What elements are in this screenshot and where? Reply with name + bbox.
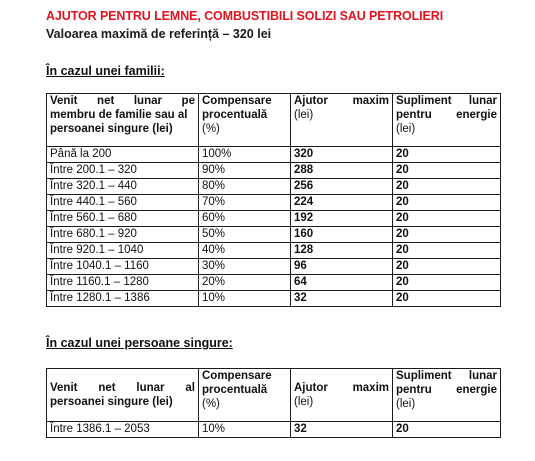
percent-cell: 10%	[199, 422, 291, 438]
table-row	[47, 259, 501, 275]
header-max-line1: Ajutor maxim	[294, 95, 389, 107]
max-cell: 96	[291, 259, 393, 275]
header-max: Ajutor maxim (lei)	[291, 94, 393, 147]
header-max-line1: Ajutor maxim	[294, 382, 389, 394]
header-percent: Compensare procentuală (%)	[199, 94, 291, 147]
supplement-cell: 20	[393, 195, 501, 211]
family-section-heading: În cazul unei familii:	[46, 64, 165, 78]
percent-cell: 90%	[199, 163, 291, 179]
supplement-cell: 20	[393, 291, 501, 307]
header-supplement-line2: pentru energie	[396, 109, 497, 121]
percent-cell: 100%	[199, 147, 291, 163]
header-supplement-line2: pentru energie	[396, 384, 497, 396]
income-cell: Între 1386.1 – 2053	[47, 422, 199, 438]
supplement-cell: 20	[393, 259, 501, 275]
percent-cell: 30%	[199, 259, 291, 275]
income-cell: Între 200.1 – 320	[47, 163, 199, 179]
header-supplement-line1: Supliment lunar	[396, 95, 497, 107]
supplement-cell: 20	[393, 147, 501, 163]
supplement-cell: 20	[393, 243, 501, 259]
percent-cell: 50%	[199, 227, 291, 243]
max-cell: 32	[291, 291, 393, 307]
table-row	[47, 179, 501, 195]
max-cell: 256	[291, 179, 393, 195]
header-percent: Compensare procentuală (%)	[199, 369, 291, 422]
document-subtitle: Valoarea maximă de referință – 320 lei	[46, 27, 272, 41]
supplement-cell: 20	[393, 227, 501, 243]
header-supplement: Supliment lunar pentru energie (lei)	[393, 94, 501, 147]
percent-cell: 10%	[199, 291, 291, 307]
single-section-heading: În cazul unei persoane singure:	[46, 336, 233, 350]
supplement-cell: 20	[393, 275, 501, 291]
income-cell: Între 920.1 – 1040	[47, 243, 199, 259]
table-row	[47, 275, 501, 291]
percent-cell: 40%	[199, 243, 291, 259]
max-cell: 128	[291, 243, 393, 259]
table-row	[47, 227, 501, 243]
max-cell: 160	[291, 227, 393, 243]
table-row	[47, 243, 501, 259]
percent-cell: 60%	[199, 211, 291, 227]
table-row	[47, 422, 501, 438]
header-max: Ajutor maxim (lei)	[291, 369, 393, 422]
max-cell: 288	[291, 163, 393, 179]
income-cell: Până la 200	[47, 147, 199, 163]
percent-cell: 70%	[199, 195, 291, 211]
income-cell: Între 560.1 – 680	[47, 211, 199, 227]
supplement-cell: 20	[393, 211, 501, 227]
max-cell: 64	[291, 275, 393, 291]
header-income-line1: Venit net lunar al	[50, 382, 195, 394]
single-person-table	[46, 368, 501, 438]
table-row	[47, 291, 501, 307]
document-title: AJUTOR PENTRU LEMNE, COMBUSTIBILI SOLIZI SAU PETROLIERI	[46, 9, 444, 23]
income-cell: Între 440.1 – 560	[47, 195, 199, 211]
single-table-header-row	[47, 369, 501, 422]
table-row	[47, 211, 501, 227]
header-income-line1: Venit net lunar pe	[50, 95, 195, 107]
max-cell: 192	[291, 211, 393, 227]
header-supplement: Supliment lunar pentru energie (lei)	[393, 369, 501, 422]
table-row	[47, 147, 501, 163]
family-table	[46, 93, 501, 307]
income-cell: Între 320.1 – 440	[47, 179, 199, 195]
header-income: Venit net lunar pe membru de familie sau al persoanei singure (lei)	[47, 94, 199, 147]
percent-cell: 80%	[199, 179, 291, 195]
income-cell: Între 1040.1 – 1160	[47, 259, 199, 275]
income-cell: Între 1280.1 – 1386	[47, 291, 199, 307]
percent-cell: 20%	[199, 275, 291, 291]
max-cell: 224	[291, 195, 393, 211]
header-supplement-line1: Supliment lunar	[396, 370, 497, 382]
supplement-cell: 20	[393, 179, 501, 195]
header-income: Venit net lunar al persoanei singure (lei)	[47, 369, 199, 422]
income-cell: Între 1160.1 – 1280	[47, 275, 199, 291]
family-table-header-row	[47, 94, 501, 147]
income-cell: Între 680.1 – 920	[47, 227, 199, 243]
max-cell: 320	[291, 147, 393, 163]
max-cell: 32	[291, 422, 393, 438]
supplement-cell: 20	[393, 422, 501, 438]
table-row	[47, 163, 501, 179]
table-row	[47, 195, 501, 211]
supplement-cell: 20	[393, 163, 501, 179]
